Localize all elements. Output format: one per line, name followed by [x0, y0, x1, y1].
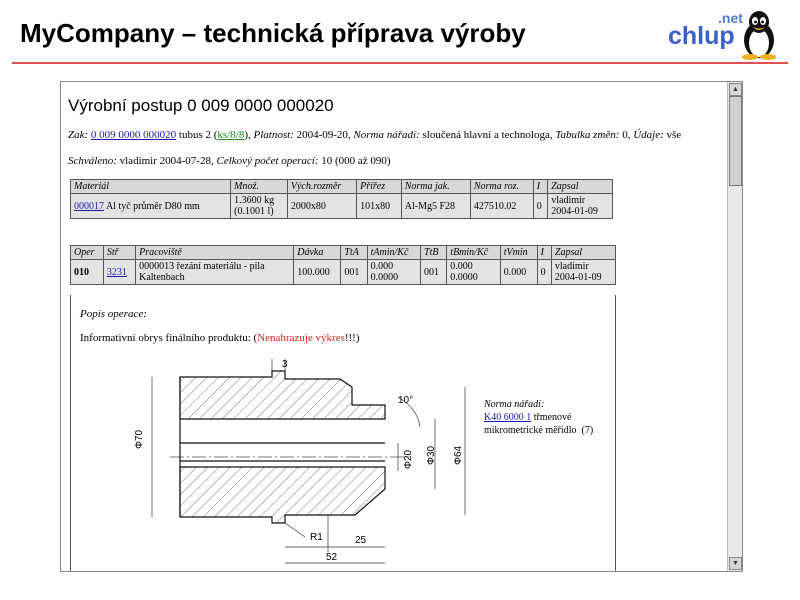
norma-label: Norma nářadí:: [353, 129, 420, 141]
dim-d64: Φ64: [453, 445, 464, 465]
mnoz-l: (0.1001 l): [234, 206, 274, 217]
document-content: [61, 82, 727, 571]
part-outline-svg: [80, 357, 469, 571]
str-cell: [103, 260, 135, 285]
logo-net-text: .net: [718, 10, 743, 26]
col-pracoviste: Pracoviště: [136, 246, 294, 260]
norma-value: sloučená hlavní a technologa,: [419, 129, 553, 141]
material-cell: [71, 194, 231, 219]
col-ttb: TtB: [421, 246, 447, 260]
mnoz-kg: 1.3600 kg: [234, 195, 275, 206]
title-divider: [12, 62, 788, 64]
material-link[interactable]: 000017: [74, 200, 104, 212]
info-line: [80, 332, 360, 344]
udaje-value: vše: [663, 129, 682, 141]
logo-main-text: chlup: [668, 22, 735, 50]
tool-norm-block: [484, 398, 593, 437]
davka-cell: 100.000: [294, 260, 341, 285]
tamin-2: 0.0000: [370, 272, 399, 283]
platnost-value: 2004-09-20,: [293, 129, 351, 141]
udaje-label: Údaje:: [633, 129, 664, 141]
zapsal-date: 2004-01-09: [551, 206, 598, 217]
zak-label: Zak:: [68, 129, 89, 141]
scroll-thumb[interactable]: [729, 96, 742, 186]
tamin-cell: [367, 260, 420, 285]
product-outline-drawing: [80, 357, 469, 571]
col-i: I: [533, 180, 547, 194]
col-davka: Dávka: [294, 246, 341, 260]
celkovy-label: Celkový počet operací:: [216, 155, 319, 167]
order-info-line: [68, 129, 681, 141]
col-prirez: Přířez: [357, 180, 402, 194]
chlup-logo[interactable]: [668, 10, 783, 60]
scroll-down-arrow-icon[interactable]: ▼: [729, 557, 742, 570]
lower-section: [180, 467, 385, 523]
pracoviste-line-1: 0000013 řezání materiálu - pila: [139, 261, 265, 272]
popis-label: Popis operace:: [80, 308, 147, 320]
col-mnoz: Množ.: [231, 180, 288, 194]
col-oper: Oper: [71, 246, 104, 260]
dim-25: 25: [355, 535, 367, 546]
table-row: [71, 194, 613, 219]
table-row: [71, 260, 616, 285]
col-tamin: tAmin/Kč: [367, 246, 420, 260]
info-text: Informativní obrys finálního produktu: (: [80, 332, 258, 344]
zak-close: ),: [244, 129, 251, 141]
tool-line-1: [484, 411, 593, 424]
zapsal-cell: [548, 194, 613, 219]
tool-text-2: mikrometrické měřidlo: [484, 425, 577, 436]
schvaleno-value: vladimir 2004-07-28,: [116, 155, 214, 167]
ttb-cell: 001: [421, 260, 447, 285]
col-tvmin: tVmin: [500, 246, 537, 260]
material-table-header: [71, 180, 613, 194]
i-cell: 0: [533, 194, 547, 219]
tta-cell: 001: [341, 260, 367, 285]
zak-link[interactable]: 0 009 0000 000020: [90, 129, 177, 141]
col-norma-roz: Norma roz.: [470, 180, 533, 194]
tool-label: Norma nářadí:: [484, 399, 545, 410]
zapsal-user: vladimir: [554, 261, 589, 272]
dim-52: 52: [326, 552, 338, 563]
col-vych: Vých.rozměr: [287, 180, 356, 194]
ks-link[interactable]: ks/8/8: [217, 129, 245, 141]
tux-penguin-icon: [738, 10, 780, 60]
dim-d70: Φ70: [134, 429, 145, 449]
warning-end: !!!): [344, 332, 360, 344]
document-heading: Výrobní postup 0 009 0000 000020: [68, 96, 334, 115]
pracoviste-line-2: Kaltenbach: [139, 272, 185, 283]
tabulka-label: Tabulka změn:: [555, 129, 620, 141]
zapsal-cell: [551, 260, 615, 285]
operations-table-header: [71, 246, 616, 260]
approval-line: [68, 155, 391, 167]
r1-leader: [285, 523, 305, 537]
warning-text: Nenahrazuje výkres: [257, 332, 345, 344]
dim-angle: 10°: [398, 395, 414, 406]
col-material: Materiál: [71, 180, 231, 194]
tool-count: (7): [581, 425, 594, 436]
col-tta: TtA: [341, 246, 367, 260]
schvaleno-label: Schváleno:: [68, 155, 117, 167]
norma-roz-cell: 427510.02: [470, 194, 533, 219]
dim-r1: R1: [310, 532, 323, 543]
col-i: I: [537, 246, 551, 260]
material-text: Al tyč průměr D80 mm: [104, 200, 200, 212]
pracoviste-cell: [136, 260, 294, 285]
i-cell: 0: [537, 260, 551, 285]
dim-d20: Φ20: [403, 449, 414, 469]
zapsal-date: 2004-01-09: [554, 272, 602, 283]
norma-jak-cell: Al-Mg5 F28: [401, 194, 470, 219]
slide-title: MyCompany – technická příprava výroby: [20, 18, 526, 48]
zak-text: tubus 2 (: [176, 129, 218, 141]
tvmin-cell: 0.000: [500, 260, 537, 285]
prirez-cell: 101x80: [357, 194, 402, 219]
zapsal-user: vladimir: [551, 195, 586, 206]
operations-table: [70, 245, 616, 285]
col-zapsal: Zapsal: [548, 180, 613, 194]
platnost-label: Platnost:: [253, 129, 294, 141]
tabulka-value: 0,: [619, 129, 631, 141]
mnoz-cell: [231, 194, 288, 219]
dim-3: 3: [282, 359, 288, 370]
tool-link[interactable]: K40 6000 1: [484, 412, 532, 423]
tbmin-1: 0.000: [450, 261, 473, 272]
col-tbmin: tBmin/Kč: [447, 246, 500, 260]
vych-cell: 2000x80: [287, 194, 356, 219]
tool-line-2: [484, 424, 593, 437]
col-str: Stř: [103, 246, 135, 260]
scroll-up-arrow-icon[interactable]: ▲: [729, 83, 742, 96]
material-table: [70, 179, 613, 219]
celkovy-value: 10 (000 až 090): [318, 155, 391, 167]
dim-d30: Φ30: [426, 445, 437, 465]
tbmin-2: 0.0000: [450, 272, 478, 283]
tamin-1: 0.000: [370, 261, 394, 272]
upper-section: [180, 371, 385, 419]
vertical-scrollbar[interactable]: [727, 82, 742, 571]
str-link[interactable]: 3231: [106, 266, 127, 278]
col-norma-jak: Norma jak.: [401, 180, 470, 194]
oper-cell: 010: [71, 260, 104, 285]
tbmin-cell: [447, 260, 500, 285]
document-viewport[interactable]: [60, 81, 743, 572]
col-zapsal: Zapsal: [551, 246, 615, 260]
tool-text-1: třmenové: [531, 412, 572, 423]
